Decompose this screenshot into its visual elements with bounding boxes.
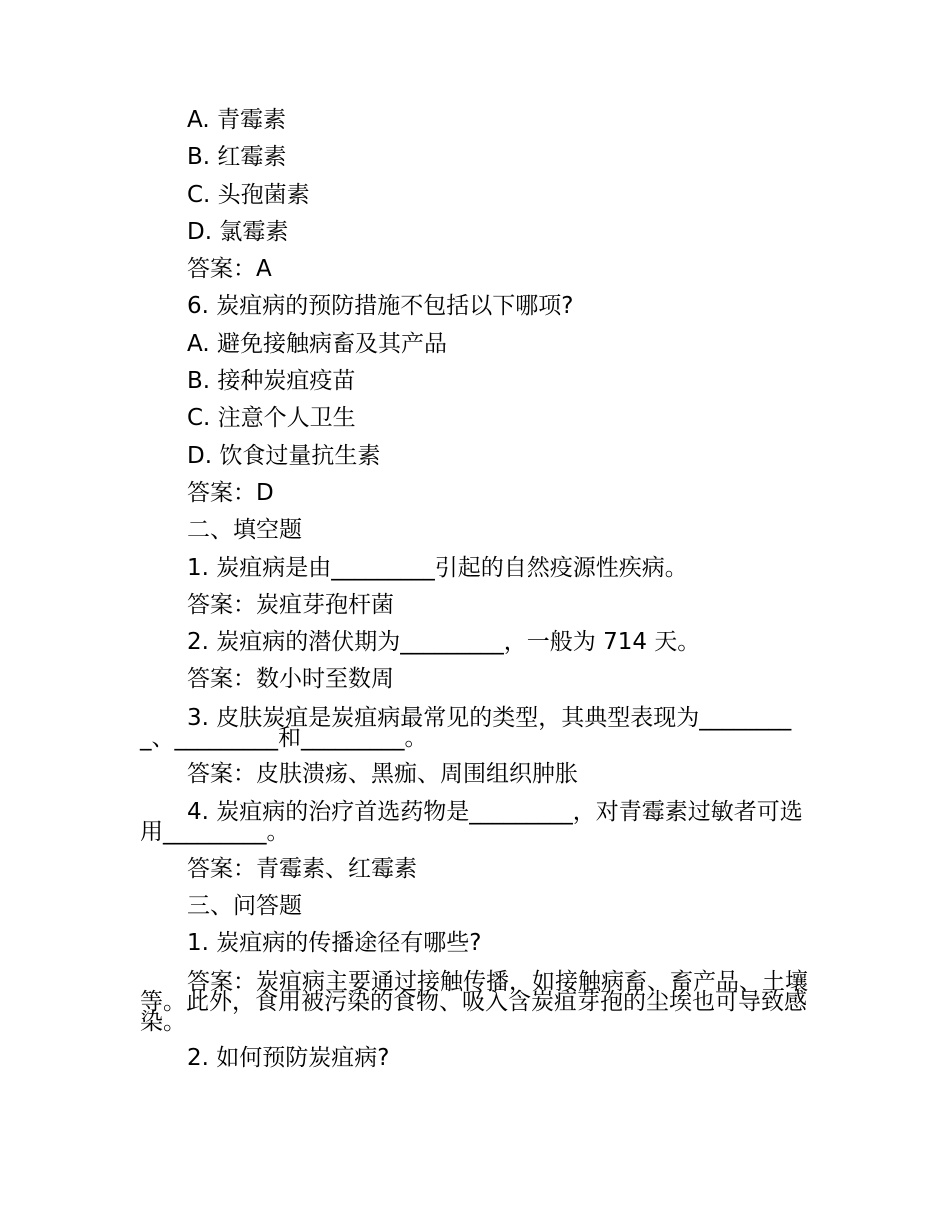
question-6-option-a: A. 避免接触病畜及其产品 (187, 330, 447, 357)
fill-question-4: 4. 炭疽病的治疗首选药物是_________，对青霉素过敏者可选用_________。 (140, 799, 803, 846)
question-6-option-b: B. 接种炭疽疫苗 (187, 368, 356, 395)
section-heading-fill-in: 二、填空题 (187, 517, 302, 544)
answer-5: 答案：A (187, 256, 272, 283)
fill-answer-2: 答案：数小时至数周 (187, 666, 394, 693)
option-b: B. 红霉素 (187, 144, 287, 171)
qa-question-1: 1. 炭疽病的传播途径有哪些? (187, 930, 482, 957)
section-heading-qa: 三、问答题 (187, 892, 302, 919)
answer-6: 答案：D (187, 479, 274, 506)
option-d: D. 氯霉素 (187, 218, 289, 245)
question-6-option-c: C. 注意个人卫生 (187, 405, 356, 432)
document-body (140, 102, 820, 1077)
fill-answer-3: 答案：皮肤溃疡、黑痂、周围组织肿胀 (187, 761, 578, 788)
fill-question-2: 2. 炭疽病的潜伏期为_________，一般为 714 天。 (187, 629, 701, 656)
fill-question-1: 1. 炭疽病是由_________引起的自然疫源性疾病。 (187, 554, 688, 581)
option-c: C. 头孢菌素 (187, 181, 310, 208)
option-a: A. 青霉素 (187, 107, 286, 133)
question-6: 6. 炭疽病的预防措施不包括以下哪项? (187, 293, 574, 320)
fill-answer-4: 答案：青霉素、红霉素 (187, 855, 417, 882)
fill-answer-1: 答案：炭疽芽孢杆菌 (187, 591, 394, 618)
fill-question-3: 3. 皮肤炭疽是炭疽病最常见的类型，其典型表现为_________、_________和_________。 (140, 704, 792, 751)
qa-answer-1: 答案：炭疽病主要通过接触传播，如接触病畜、畜产品、土壤等。此外，食用被污染的食物、吸入含炭疽芽孢的尘埃也可导致感染。 (140, 968, 808, 1035)
qa-question-2: 2. 如何预防炭疽病? (187, 1044, 390, 1071)
question-6-option-d: D. 饮食过量抗生素 (187, 442, 381, 469)
